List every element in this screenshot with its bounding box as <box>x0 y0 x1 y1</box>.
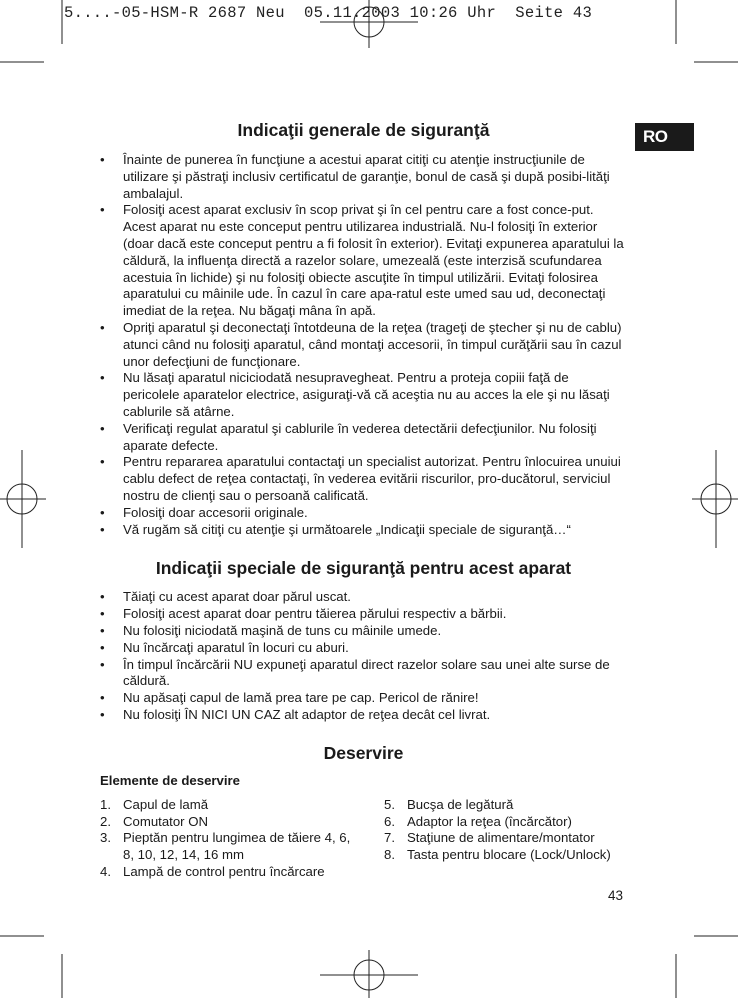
language-tab: RO <box>635 123 694 151</box>
list-item <box>384 814 634 831</box>
special-safety-list <box>100 589 627 723</box>
elements-list-left <box>100 797 362 881</box>
item-text: Bucşa de legătură <box>407 796 514 812</box>
item-text: Capul de lamă <box>123 796 209 812</box>
list-item <box>384 847 634 864</box>
list-item: • Nu apăsaţi capul de lamă prea tare pe cap. Pericol de rănire! <box>100 690 627 707</box>
item-number: 3. <box>100 830 111 846</box>
list-item <box>100 797 362 814</box>
item-text: Pieptăn pentru lungimea de tăiere 4, 6, 8, 10, 12, 14, 16 mm <box>123 830 351 863</box>
elements-list-right <box>384 797 634 864</box>
item-text: Lampă de control pentru încărcare <box>123 863 325 879</box>
general-safety-title: Indicaţii generale de siguranţă <box>237 120 490 140</box>
list-item: • În timpul încărcării NU expuneţi aparatul direct razelor solare sau unei alte surse de căldură. <box>100 657 627 691</box>
special-safety-title: Indicaţii speciale de siguranţă pentru acest aparat <box>155 558 572 579</box>
list-item <box>100 830 362 864</box>
list-item: • Pentru repararea aparatului contactaţi un specialist autorizat. Pentru înlocuirea unuiui cablu defect de reţea contactaţi, în vederea evitării riscurilor, pro-ducătorul, serviciul nostru de clienţi sau o persoană calificată. <box>100 454 627 504</box>
registration-mark-bottom <box>320 950 418 998</box>
operation-subtitle: Elemente de deservire <box>100 772 241 788</box>
item-number: 2. <box>100 813 111 829</box>
list-item <box>100 814 362 831</box>
list-item: • Folosiţi doar accesorii originale. <box>100 505 627 522</box>
item-number: 7. <box>384 830 395 846</box>
main-content <box>100 120 627 887</box>
print-slug-header: 5....-05-HSM-R 2687 Neu 05.11.2003 10:26 Uhr Seite 43 <box>64 4 593 22</box>
list-item: • Nu lăsaţi aparatul niciciodată nesupravegheat. Pentru a proteja copiii faţă de pericolele aparatelor electrice, asiguraţi-vă că aceştia nu au acces la ele şi nu lăsaţi cablurile să atârne. <box>100 370 627 420</box>
list-item <box>384 830 634 847</box>
list-item: • Folosiţi acest aparat doar pentru tăierea părului respectiv a bărbii. <box>100 606 627 623</box>
item-number: 8. <box>384 847 395 863</box>
page-number: 43 <box>608 888 624 903</box>
item-number: 6. <box>384 813 395 829</box>
item-number: 5. <box>384 796 395 812</box>
item-number: 1. <box>100 796 111 812</box>
item-text: Adaptor la reţea (încărcător) <box>407 813 572 829</box>
list-item <box>384 797 634 814</box>
general-safety-list <box>100 152 627 538</box>
item-text: Comutator ON <box>123 813 209 829</box>
list-item: • Nu folosiţi ÎN NICI UN CAZ alt adaptor de reţea decât cel livrat. <box>100 707 627 724</box>
list-item <box>100 864 362 881</box>
item-text: Tasta pentru blocare (Lock/Unlock) <box>407 847 611 863</box>
list-item: • Nu folosiţi niciodată maşină de tuns cu mâinile umede. <box>100 623 627 640</box>
item-number: 4. <box>100 863 111 879</box>
list-item: • Înainte de punerea în funcţiune a acestui aparat citiţi cu atenţie instrucţiunile de utilizare şi păstraţi inclusiv certificatul de garanţie, bonul de casă şi după posibi-lităţi ambalajul. <box>100 152 627 202</box>
registration-mark-left <box>0 450 46 548</box>
list-item: • Tăiaţi cu acest aparat doar părul uscat. <box>100 589 627 606</box>
list-item: • Verificaţi regulat aparatul şi cablurile în vederea detectării defecţiunilor. Nu folosiţi aparate defecte. <box>100 421 627 455</box>
item-text: Staţiune de alimentare/montator <box>407 830 595 846</box>
list-item: • Opriţi aparatul şi deconectaţi întotdeuna de la reţea (trageţi de ştecher şi nu de cablu) atunci când nu folosiţi aparatul, când montaţi accesorii, în timpul curăţării sau în cazul unor defecţiuni de funcţionare. <box>100 320 627 370</box>
registration-mark-right <box>692 450 738 548</box>
list-item: • Nu încărcaţi aparatul în locuri cu aburi. <box>100 640 627 657</box>
operation-elements <box>100 797 627 887</box>
list-item: • Vă rugăm să citiţi cu atenţie şi următoarele „Indicaţii speciale de siguranţă…“ <box>100 522 627 539</box>
operation-title: Deservire <box>323 742 404 763</box>
list-item: • Folosiţi acest aparat exclusiv în scop privat şi în cel pentru care a fost conce-put. Acest aparat nu este conceput pentru utilizarea industrială. Nu-l folosiţi în exterior (doar dacă este conceput pentru a fi folosit în exterior). Evitaţi expunerea aparatului la căldură, la influenţa directă a razelor solare, umezeală (este interzisă scufundarea acestuia în lichide) şi nu folosiţi obiecte ascuţite în timpul utilizării. Evitaţi folosirea aparatului cu mâinile ude. În cazul în care apa-ratul este umed sau ud, deconectaţi imediat de la reţea. Nu băgaţi mâna în apă. <box>100 202 627 320</box>
